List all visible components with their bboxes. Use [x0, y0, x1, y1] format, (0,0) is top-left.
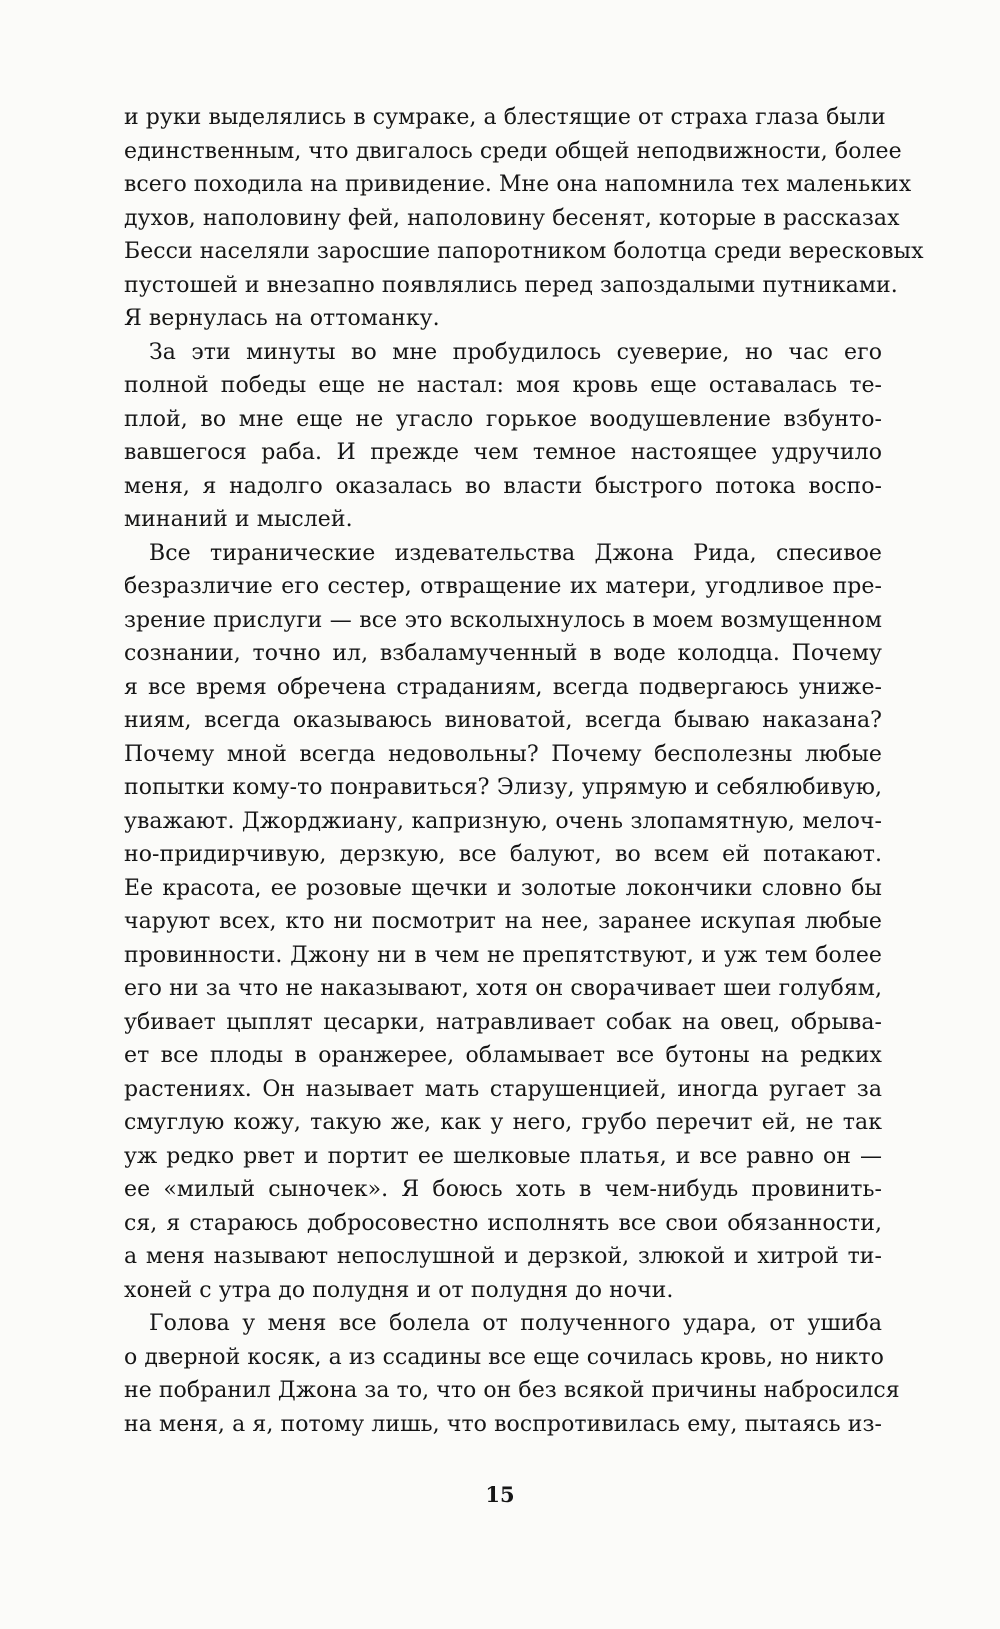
text-line: его ни за что не наказывают, хотя он сворачивает шеи голубям, [124, 976, 882, 1001]
text-line: полной победы еще не настал: моя кровь еще оставалась те- [124, 373, 882, 398]
text-line: уж редко рвет и портит ее шелковые платья, и все равно он — [124, 1143, 882, 1169]
text-line: плой, во мне еще не угасло горькое воодушевление взбунто- [124, 406, 882, 432]
paragraph [124, 101, 924, 336]
text-line: ниям, всегда оказываюсь виноватой, всегда бываю наказана? [124, 708, 882, 733]
text-line: За эти минуты во мне пробудилось суеверие, но час его [149, 339, 882, 365]
text-line: растениях. Он называет мать старушенцией, иногда ругает за [124, 1076, 882, 1102]
page-number: 15 [485, 1482, 515, 1507]
text-line: а меня называют непослушной и дерзкой, злюкой и хитрой ти- [124, 1244, 882, 1269]
text-line: зрение прислуги — все это всколыхнулось в моем возмущенном [124, 607, 882, 633]
text-line: Голова у меня все болела от полученного удара, от ушиба [149, 1311, 882, 1336]
text-line: и руки выделялись в сумраке, а блестящие от страха глаза были [124, 105, 886, 130]
paragraph [124, 336, 882, 537]
text-line: но-придирчивую, дерзкую, все балуют, во всем ей потакают. [124, 842, 882, 867]
text-line: чаруют всех, кто ни посмотрит на нее, заранее искупая любые [124, 909, 882, 934]
text-line: Все тиранические издевательства Джона Рида, спесивое [149, 540, 882, 566]
text-line: попытки кому-то понравиться? Элизу, упрямую и себялюбивую, [124, 775, 882, 800]
text-line: Я вернулась на оттоманку. [124, 306, 440, 331]
text-line: уважают. Джорджиану, капризную, очень злопамятную, мелоч- [124, 808, 882, 834]
text-line: ся, я стараюсь добросовестно исполнять все свои обязанности, [124, 1210, 882, 1236]
text-line: Почему мной всегда недовольны? Почему бесполезны любые [124, 741, 882, 767]
paragraph [124, 1307, 900, 1441]
text-line: смуглую кожу, такую же, как у него, грубо перечит ей, не так [124, 1110, 882, 1135]
text-line: ет все плоды в оранжерее, обламывает все бутоны на редких [124, 1043, 882, 1068]
text-line: пустошей и внезапно появлялись перед запоздалыми путниками. [124, 272, 898, 298]
text-line: провинности. Джону ни в чем не препятствуют, и уж тем более [124, 942, 882, 968]
text-line: убивает цыплят цесарки, натравливает собак на овец, обрыва- [124, 1009, 882, 1035]
text-line: единственным, что двигалось среди общей неподвижности, более [124, 138, 902, 164]
text-line: Бесси населяли заросшие папоротником болотца среди вересковых [124, 239, 924, 264]
text-line: хоней с утра до полудня и от полудня до ночи. [124, 1277, 674, 1303]
text-line: ее «милый сыночек». Я боюсь хоть в чем-нибудь провинить- [124, 1177, 882, 1202]
text-line: я все время обречена страданиям, всегда подвергаюсь униже- [124, 674, 882, 700]
text-line: вавшегося раба. И прежде чем темное настоящее удручило [124, 440, 882, 465]
text-line: не побранил Джона за то, что он без всякой причины набросился [124, 1378, 900, 1403]
text-line: сознании, точно ил, взбаламученный в воде колодца. Почему [124, 641, 882, 666]
text-line: минаний и мыслей. [124, 507, 353, 532]
text-line: на меня, а я, потому лишь, что воспротивилась ему, пытаясь из- [124, 1411, 882, 1437]
text-line: Ее красота, ее розовые щечки и золотые локончики словно бы [124, 875, 882, 901]
text-line: о дверной косяк, а из ссадины все еще сочилась кровь, но никто [124, 1344, 884, 1370]
paragraph [124, 537, 882, 1308]
text-line: безразличие его сестер, отвращение их матери, угодливое пре- [124, 574, 882, 599]
text-line: меня, я надолго оказалась во власти быстрого потока воспо- [124, 473, 882, 499]
text-line: всего походила на привидение. Мне она напомнила тех маленьких [124, 172, 912, 197]
text-line: духов, наполовину фей, наполовину бесенят, которые в рассказах [124, 205, 900, 231]
body-text [124, 101, 924, 1441]
